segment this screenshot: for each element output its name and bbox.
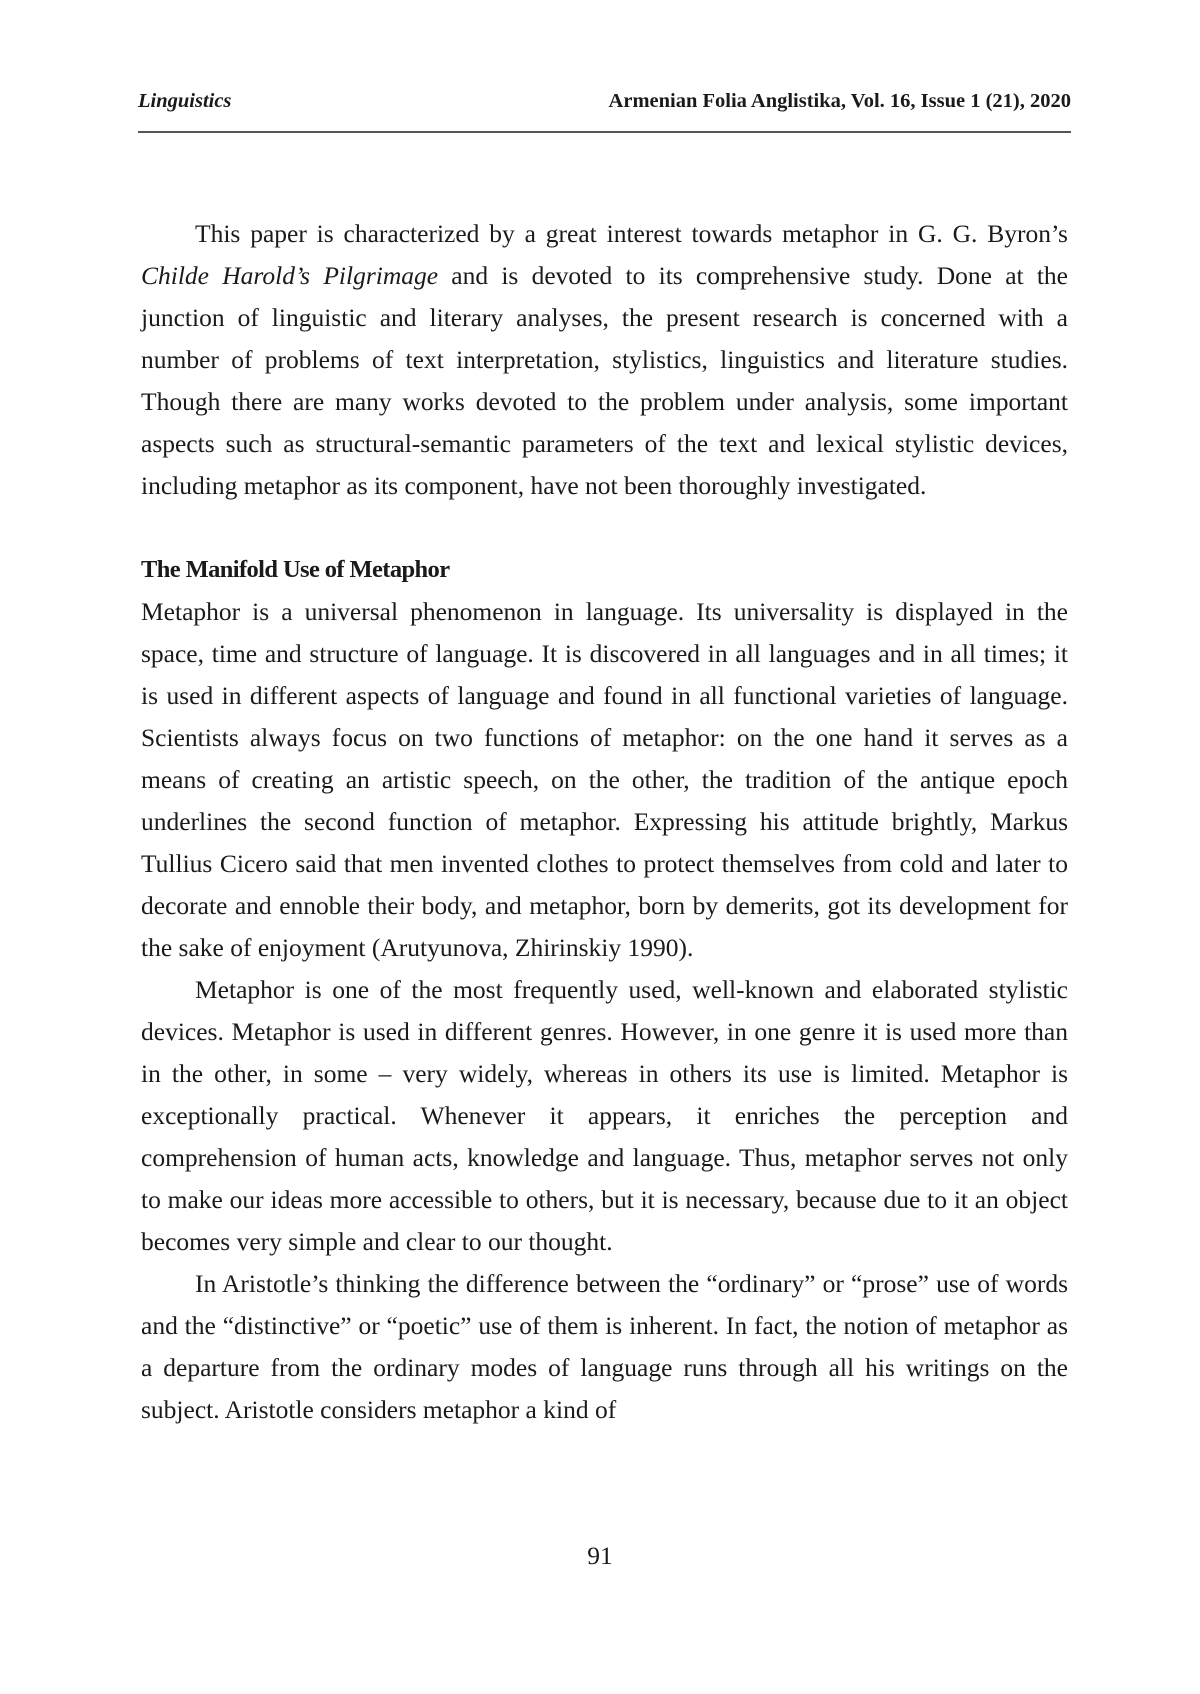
paragraph-1: Metaphor is a universal phenomenon in language. Its universality is displayed in the space, time and structure of language. It is discovered in all languages and in all times; it is used in different aspects of language and found in all functional varieties of language. Scientists always focus on two functions of metaphor: on the one hand it serves as a means of creating an artistic speech, on the other, the tradition of the antique epoch underlines the second function of metaphor. Expressing his attitude brightly, Markus Tullius Cicero said that men invented clothes to protect themselves from cold and later to decorate and ennoble their body, and metaphor, born by demerits, got its development for the sake of enjoyment (Arutyunova, Zhirinskiy 1990). <box>141 597 1068 962</box>
intro-text-end: and is devoted to its comprehensive study. Done at the junction of linguistic and literary analyses, the present research is concerned with a number of problems of text interpretation, stylistics, linguistics and literature studies. Though there are many works devoted to the problem under analysis, some important aspects such as structural-semantic parameters of the text and lexical stylistic devices, including metaphor as its component, have not been thoroughly investigated. <box>141 261 1068 500</box>
paragraph-2: Metaphor is one of the most frequently used, well-known and elaborated stylistic devices. Metaphor is used in different genres. However, in one genre it is used more than in the other, in some – very widely, whereas in others its use is limited. Metaphor is exceptionally practical. Whenever it appears, it enriches the perception and comprehension of human acts, knowledge and language. Thus, metaphor serves not only to make our ideas more accessible to others, but it is necessary, because due to it an object becomes very simple and clear to our thought. <box>141 975 1068 1256</box>
work-title: Childe Harold’s Pilgrimage <box>141 261 439 290</box>
running-header <box>138 88 1071 114</box>
header-journal-info: Armenian Folia Anglistika, Vol. 16, Issue 1 (21), 2020 <box>608 90 1071 112</box>
section-heading: The Manifold Use of Metaphor <box>141 556 450 583</box>
paragraph-3: In Aristotle’s thinking the difference between the “ordinary” or “prose” use of words and the “distinctive” or “poetic” use of them is inherent. In fact, the notion of metaphor as a departure from the ordinary modes of language runs through all his writings on the subject. Aristotle considers metaphor a kind of <box>141 1269 1068 1424</box>
header-section-title: Linguistics <box>138 90 232 112</box>
page-number: 91 <box>587 1541 613 1570</box>
intro-text-start: This paper is characterized by a great interest towards metaphor in G. G. Byron’s <box>195 219 1068 248</box>
header-divider <box>138 131 1071 133</box>
intro-paragraph <box>141 213 1068 507</box>
article-body <box>141 213 1068 1431</box>
section-spacer <box>141 507 1068 549</box>
